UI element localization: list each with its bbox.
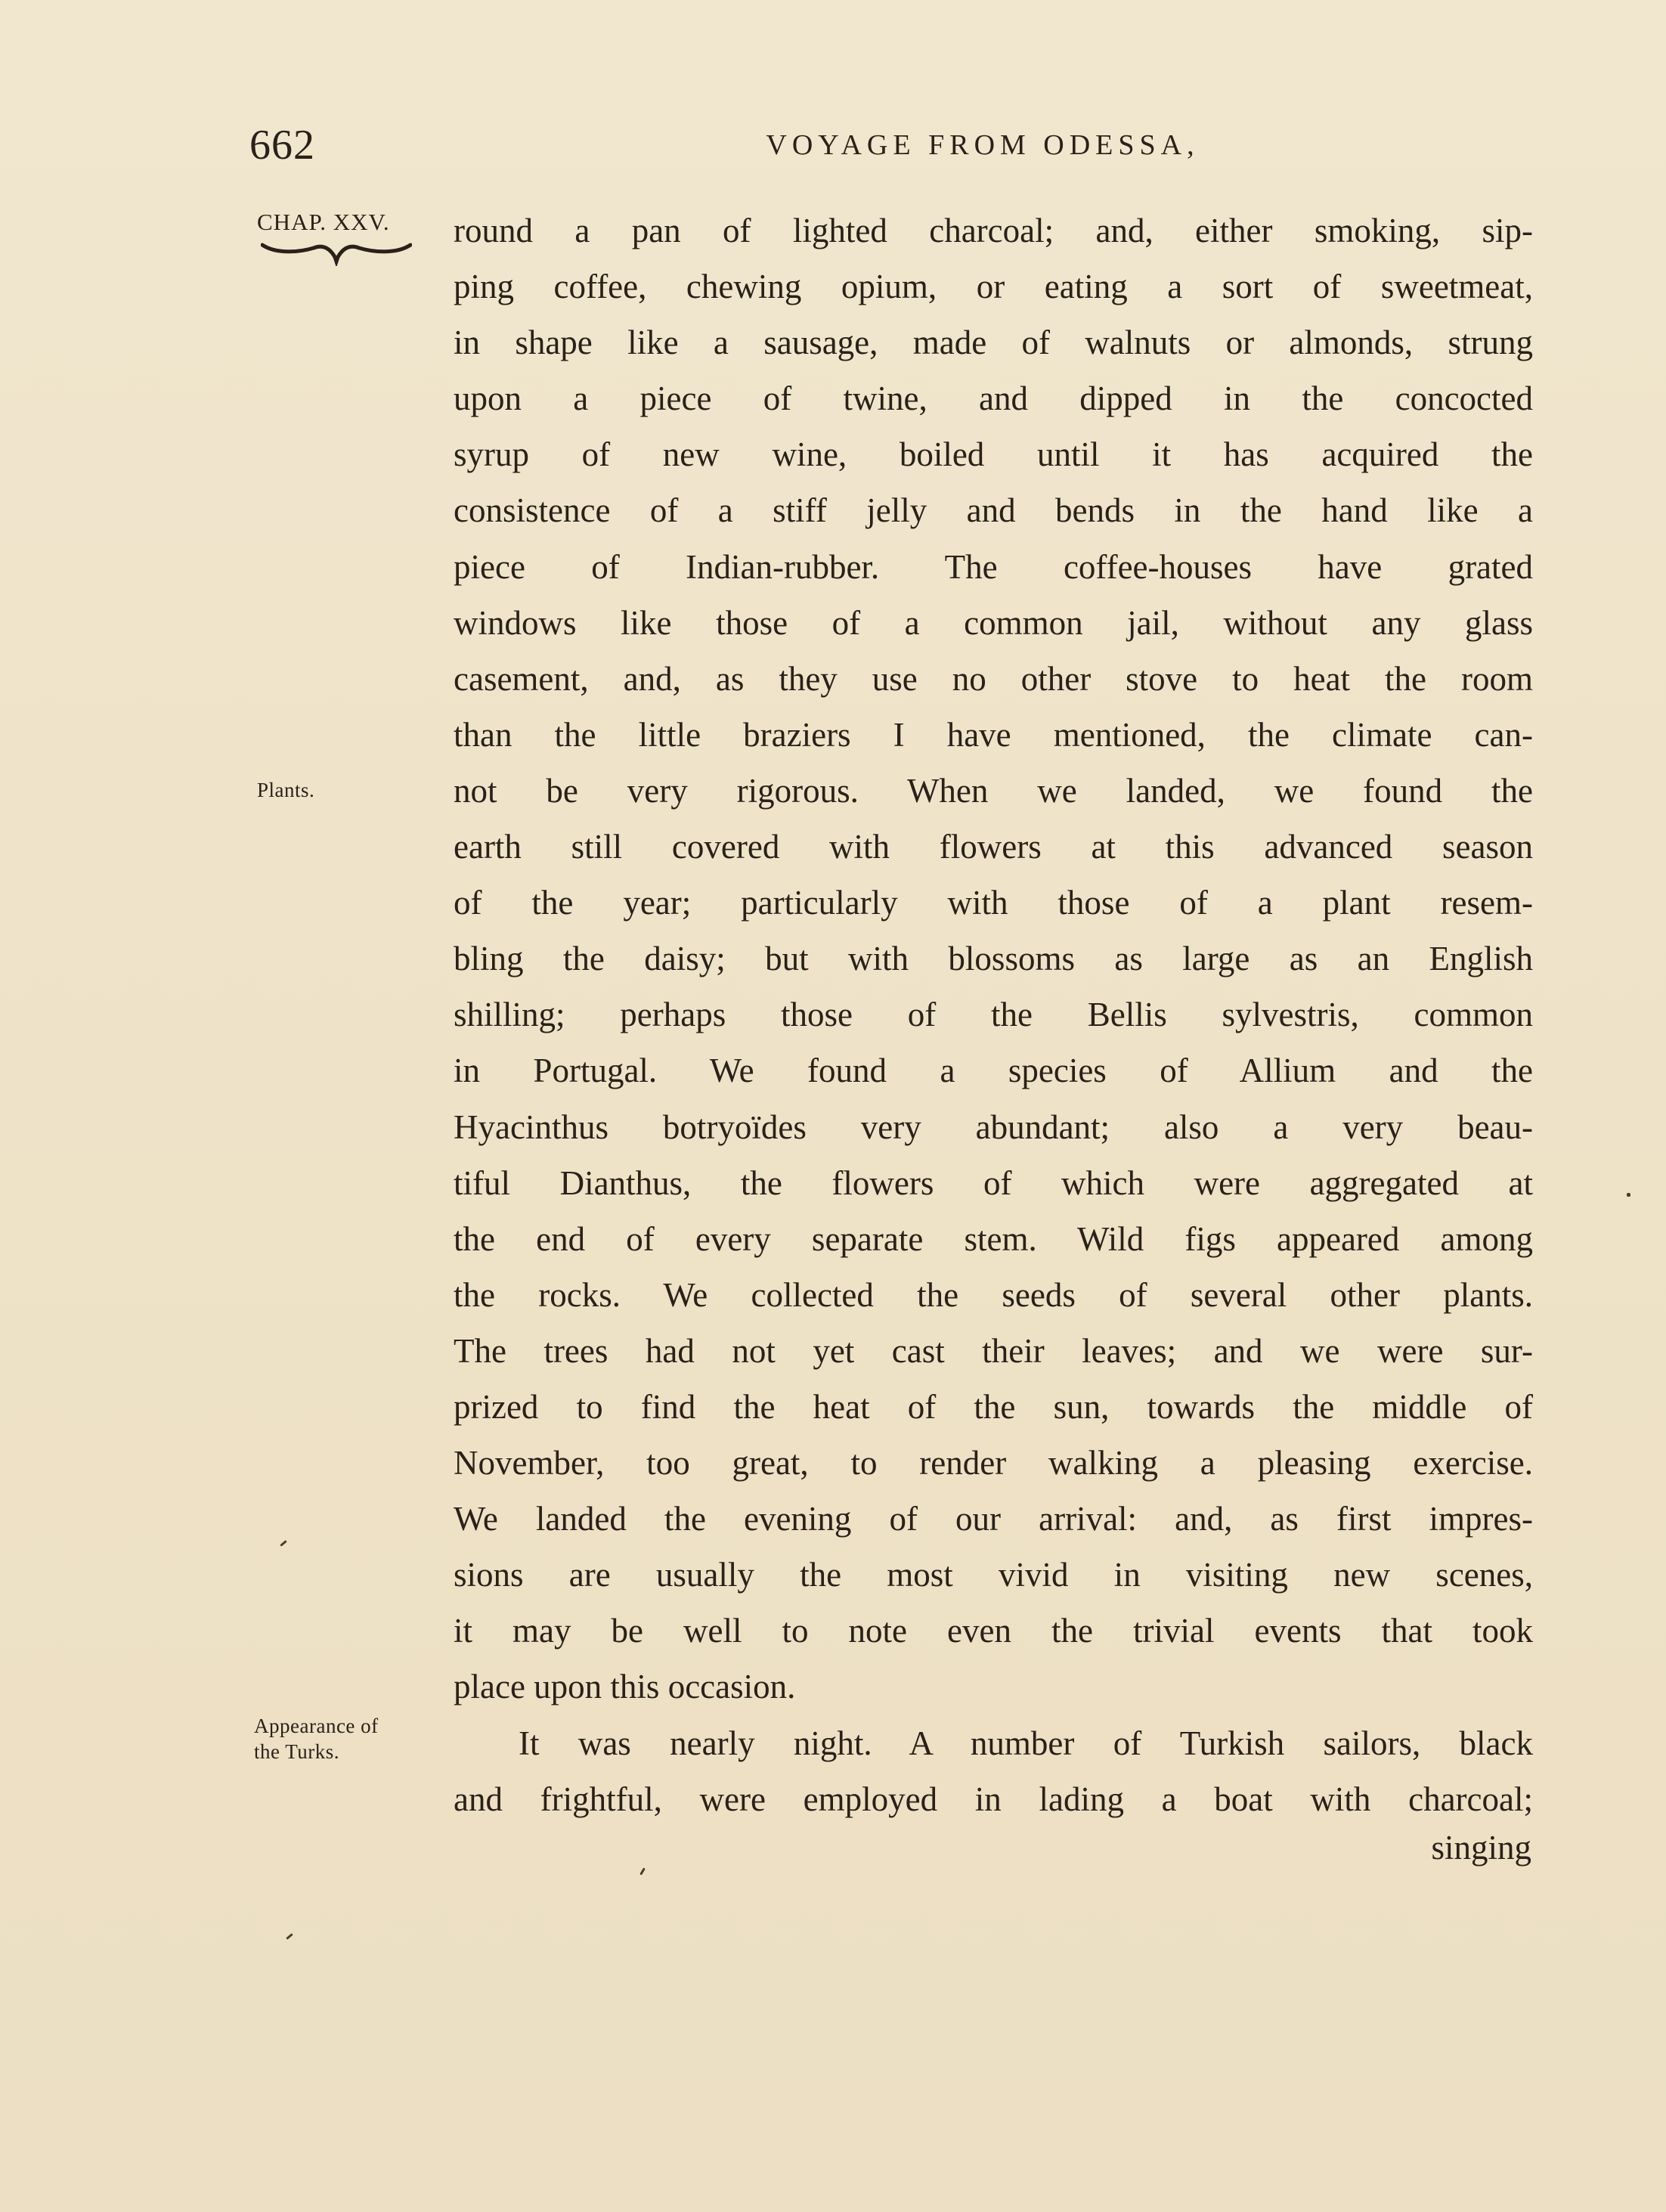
text-line: shilling; perhaps those of the Bellis sylvestris, common: [454, 996, 1533, 1034]
text-line: not be very rigorous. When we landed, we found the: [454, 771, 1533, 810]
text-line: and frightful, were employed in lading a boat with charcoal;: [454, 1780, 1533, 1818]
paper-speck: [639, 1867, 646, 1875]
sidenote-line: Appearance of: [254, 1715, 379, 1737]
text-line: It was nearly night. A number of Turkish sailors, black: [519, 1724, 1533, 1762]
text-line: prized to find the heat of the sun, towards the middle of: [454, 1387, 1533, 1426]
chapter-marker: CHAP. XXV.: [257, 209, 390, 235]
text-line: casement, and, as they use no other stove to heat the room: [454, 659, 1533, 698]
text-line: in shape like a sausage, made of walnuts or almonds, strung: [454, 324, 1533, 362]
text-line: syrup of new wine, boiled until it has acquired the: [454, 435, 1533, 474]
text-line: ping coffee, chewing opium, or eating a sort of sweetmeat,: [454, 268, 1533, 306]
text-line: tiful Dianthus, the flowers of which were aggregated at: [454, 1163, 1533, 1202]
page-number: 662: [249, 122, 315, 169]
text-line: November, too great, to render walking a pleasing exercise.: [454, 1444, 1533, 1482]
text-line: place upon this occasion.: [454, 1668, 796, 1706]
text-line: We landed the evening of our arrival: and, as first impres-: [454, 1500, 1533, 1538]
text-line: the end of every separate stem. Wild figs appeared among: [454, 1219, 1533, 1258]
paper-speck: [286, 1933, 293, 1940]
paper-speck: [1627, 1193, 1630, 1197]
text-line: piece of Indian-rubber. The coffee-houses have grated: [454, 547, 1533, 586]
paper-speck: [280, 1540, 287, 1547]
text-line: sions are usually the most vivid in visiting new scenes,: [454, 1556, 1533, 1594]
text-line: upon a piece of twine, and dipped in the concocted: [454, 380, 1533, 418]
text-line: of the year; particularly with those of a plant resem-: [454, 884, 1533, 922]
text-line: it may be well to note even the trivial events that took: [454, 1612, 1533, 1650]
text-line: in Portugal. We found a species of Allium and the: [454, 1052, 1533, 1090]
text-line: bling the daisy; but with blossoms as large as an English: [454, 940, 1533, 978]
body-text: [454, 203, 1533, 1827]
text-line: earth still covered with flowers at this advanced season: [454, 828, 1533, 866]
sidenote-plants: [257, 777, 314, 803]
text-line: the rocks. We collected the seeds of several other plants.: [454, 1275, 1533, 1314]
text-line: Hyacinthus botryoïdes very abundant; also a very beau-: [454, 1108, 1533, 1146]
sidenote-label: Plants.: [257, 779, 315, 801]
chapter-bracket-ornament: [261, 240, 412, 266]
catchword: singing: [1431, 1829, 1531, 1867]
sidenote-appearance-of-the-turks: [254, 1713, 379, 1764]
text-line: windows like those of a common jail, without any glass: [454, 603, 1533, 642]
sidenote-line: the Turks.: [254, 1740, 340, 1763]
text-line: The trees had not yet cast their leaves; and we were sur-: [454, 1331, 1533, 1370]
text-line: round a pan of lighted charcoal; and, either smoking, sip-: [454, 212, 1533, 249]
running-title: VOYAGE FROM ODESSA,: [766, 129, 1200, 161]
text-line: than the little braziers I have mentioned, the climate can-: [454, 715, 1533, 754]
text-line: consistence of a stiff jelly and bends in the hand like a: [454, 491, 1533, 530]
